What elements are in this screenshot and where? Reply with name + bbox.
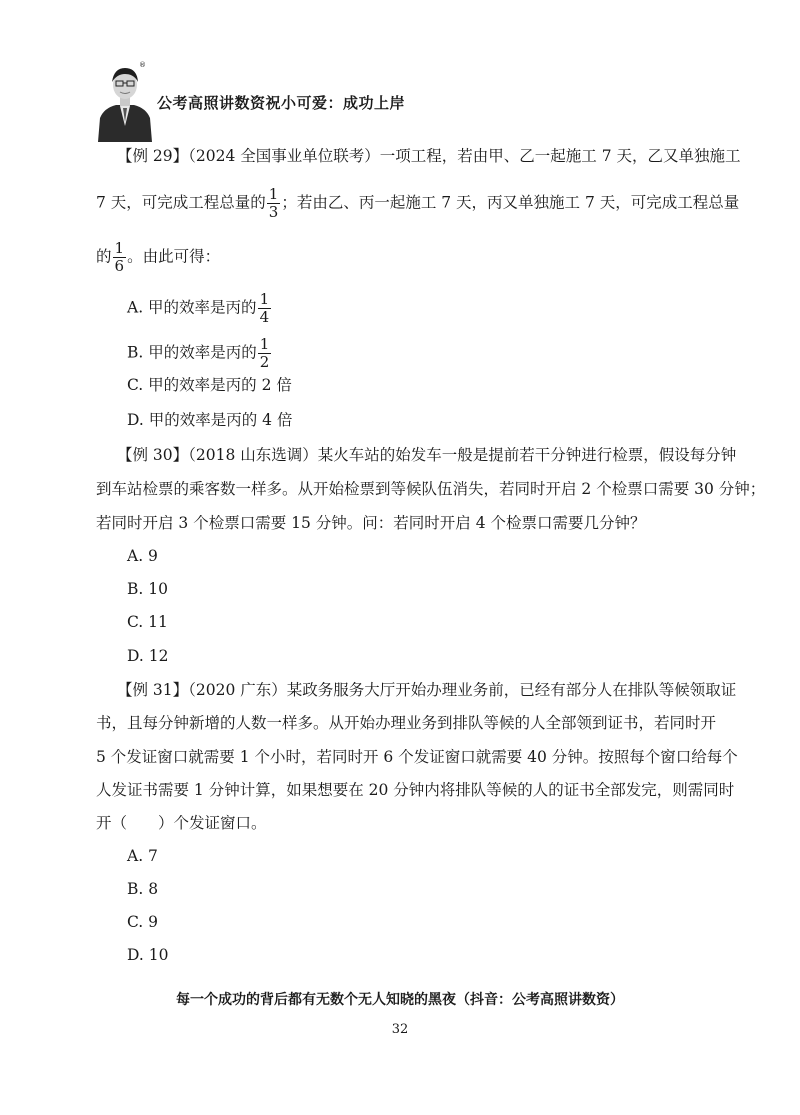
- q31-line5: 开（ ）个发证窗口。: [96, 814, 267, 832]
- teacher-portrait-icon: [96, 60, 154, 142]
- q31-line3: 5 个发证窗口就需要 1 个小时，若同时开 6 个发证窗口就需要 40 分钟。按照每个窗口给每个: [96, 748, 738, 766]
- q31-line1: 【例 31】（2020 广东）某政务服务大厅开始办理业务前，已经有部分人在排队等候领取证: [117, 681, 737, 699]
- fraction: $\frac{1}{6}$: [114, 239, 125, 275]
- q29-option-d: D. 甲的效率是丙的 4 倍: [127, 411, 293, 429]
- q29-option-c: C. 甲的效率是丙的 2 倍: [127, 376, 292, 394]
- q29-option-a: A. 甲的效率是丙的 $\frac{1}{4}$: [127, 290, 270, 326]
- q29-line2-text-a: 7 天，可完成工程总量的: [96, 193, 266, 212]
- q31-option-c: C. 9: [127, 913, 159, 931]
- q29-line2-text-b: ；若由乙、丙一起施工 7 天，丙又单独施工 7 天，可完成工程总量: [281, 193, 740, 212]
- q30-option-a: A. 9: [127, 547, 158, 565]
- q29-line1: 【例 29】（2024 全国事业单位联考）一项工程，若由甲、乙一起施工 7 天，乙又单独施工: [117, 147, 741, 165]
- fraction: $\frac{1}{4}$: [259, 290, 270, 326]
- q30-option-d: D. 12: [127, 647, 169, 665]
- registered-mark: ®: [139, 61, 146, 69]
- q29-option-b: B. 甲的效率是丙的 $\frac{1}{2}$: [127, 335, 270, 371]
- q30-line1: 【例 30】（2018 山东选调）某火车站的始发车一般是提前若干分钟进行检票，假设每分钟: [117, 446, 737, 464]
- q31-line2: 书，且每分钟新增的人数一样多。从开始办理业务到排队等候的人全部领到证书，若同时开: [96, 714, 717, 732]
- avatar: [96, 60, 154, 142]
- fraction: $\frac{1}{3}$: [268, 185, 279, 221]
- q31-option-a: A. 7: [127, 847, 158, 865]
- footer-slogan: 每一个成功的背后都有无数个无人知晓的黑夜（抖音：公考高照讲数资）: [176, 992, 624, 1008]
- q31-option-d: D. 10: [127, 946, 169, 964]
- q29-line3: 的 $\frac{1}{6}$ 。由此可得：: [96, 239, 221, 275]
- header-title: 公考高照讲数资祝小可爱：成功上岸: [157, 94, 406, 112]
- q30-option-c: C. 11: [127, 613, 168, 631]
- q31-option-b: B. 8: [127, 880, 159, 898]
- q30-line2: 到车站检票的乘客数一样多。从开始检票到等候队伍消失，若同时开启 2 个检票口需要 30 分钟；: [96, 480, 766, 498]
- fraction: $\frac{1}{2}$: [259, 335, 270, 371]
- q29-line2: [96, 186, 739, 221]
- q31-line4: 人发证书需要 1 分钟计算，如果想要在 20 分钟内将排队等候的人的证书全部发完，则需同时: [96, 781, 735, 799]
- q30-option-b: B. 10: [127, 580, 168, 598]
- page-number: 32: [391, 1022, 409, 1037]
- q30-line3: 若同时开启 3 个检票口需要 15 分钟。问：若同时开启 4 个检票口需要几分钟？: [96, 514, 646, 532]
